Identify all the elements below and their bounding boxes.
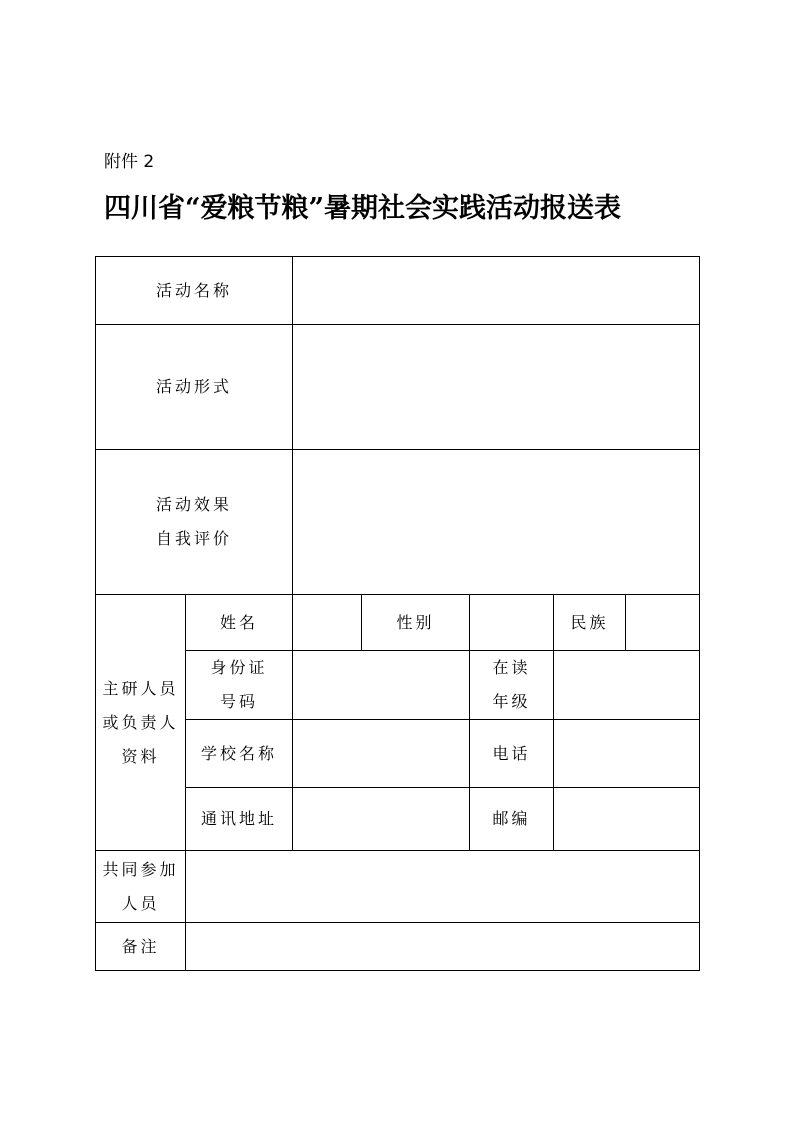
grade-label-line2: 年级 xyxy=(492,692,531,711)
activity-effect-field[interactable] xyxy=(293,450,700,595)
activity-effect-label-line2: 自我评价 xyxy=(156,529,233,548)
phone-field[interactable] xyxy=(554,720,700,788)
ethnicity-label: 民族 xyxy=(570,612,609,632)
lead-person-label-line1: 主研人员 xyxy=(102,678,179,698)
name-label-cell xyxy=(186,595,293,651)
row-school-name xyxy=(96,720,700,788)
activity-form-label: 活动形式 xyxy=(156,377,233,396)
row-activity-form xyxy=(96,325,700,450)
row-remarks xyxy=(96,923,700,971)
postcode-label-cell xyxy=(470,788,554,851)
postcode-field[interactable] xyxy=(554,788,700,851)
row-activity-effect xyxy=(96,450,700,595)
participants-label-line2: 人员 xyxy=(121,893,160,913)
grade-label-line1: 在读 xyxy=(492,658,531,677)
id-number-label-cell xyxy=(186,651,293,720)
grade-field[interactable] xyxy=(554,651,700,720)
lead-person-label-cell xyxy=(96,595,186,851)
phone-label: 电话 xyxy=(492,743,531,763)
gender-label-cell xyxy=(362,595,470,651)
activity-form-field[interactable] xyxy=(293,325,700,450)
row-activity-name xyxy=(96,257,700,325)
row-address xyxy=(96,788,700,851)
grade-label-cell xyxy=(470,651,554,720)
address-label-cell xyxy=(186,788,293,851)
name-label: 姓名 xyxy=(220,612,259,632)
activity-effect-label-line1: 活动效果 xyxy=(156,495,233,514)
gender-field[interactable] xyxy=(470,595,554,651)
participants-label-cell xyxy=(96,851,186,923)
school-name-label: 学校名称 xyxy=(201,743,278,763)
remarks-label: 备注 xyxy=(121,936,160,956)
activity-name-label-cell xyxy=(96,257,293,325)
id-number-field[interactable] xyxy=(293,651,470,720)
remarks-label-cell xyxy=(96,923,186,971)
activity-name-field[interactable] xyxy=(293,257,700,325)
phone-label-cell xyxy=(470,720,554,788)
address-label: 通讯地址 xyxy=(201,809,278,828)
ethnicity-field[interactable] xyxy=(626,595,700,651)
report-form-table xyxy=(95,256,700,971)
activity-effect-label-cell xyxy=(96,450,293,595)
activity-name-label: 活动名称 xyxy=(156,280,233,300)
ethnicity-label-cell xyxy=(554,595,626,651)
row-lead-person-name xyxy=(96,595,700,651)
id-number-label-line2: 号码 xyxy=(220,692,259,711)
school-name-label-cell xyxy=(186,720,293,788)
postcode-label: 邮编 xyxy=(492,809,531,828)
page-title: 四川省“爱粮节粮”暑期社会实践活动报送表 xyxy=(104,193,622,224)
lead-person-label-line3: 资料 xyxy=(121,746,160,766)
address-field[interactable] xyxy=(293,788,470,851)
attachment-label: 附件 2 xyxy=(104,152,155,172)
row-participants xyxy=(96,851,700,923)
remarks-field[interactable] xyxy=(186,923,700,971)
name-field[interactable] xyxy=(293,595,362,651)
row-id-number xyxy=(96,651,700,720)
activity-form-label-cell xyxy=(96,325,293,450)
lead-person-label-line2: 或负责人 xyxy=(102,712,179,732)
id-number-label-line1: 身份证 xyxy=(210,658,268,677)
participants-field[interactable] xyxy=(186,851,700,923)
participants-label-line1: 共同参加 xyxy=(102,859,179,879)
gender-label: 性别 xyxy=(396,612,435,632)
school-name-field[interactable] xyxy=(293,720,470,788)
